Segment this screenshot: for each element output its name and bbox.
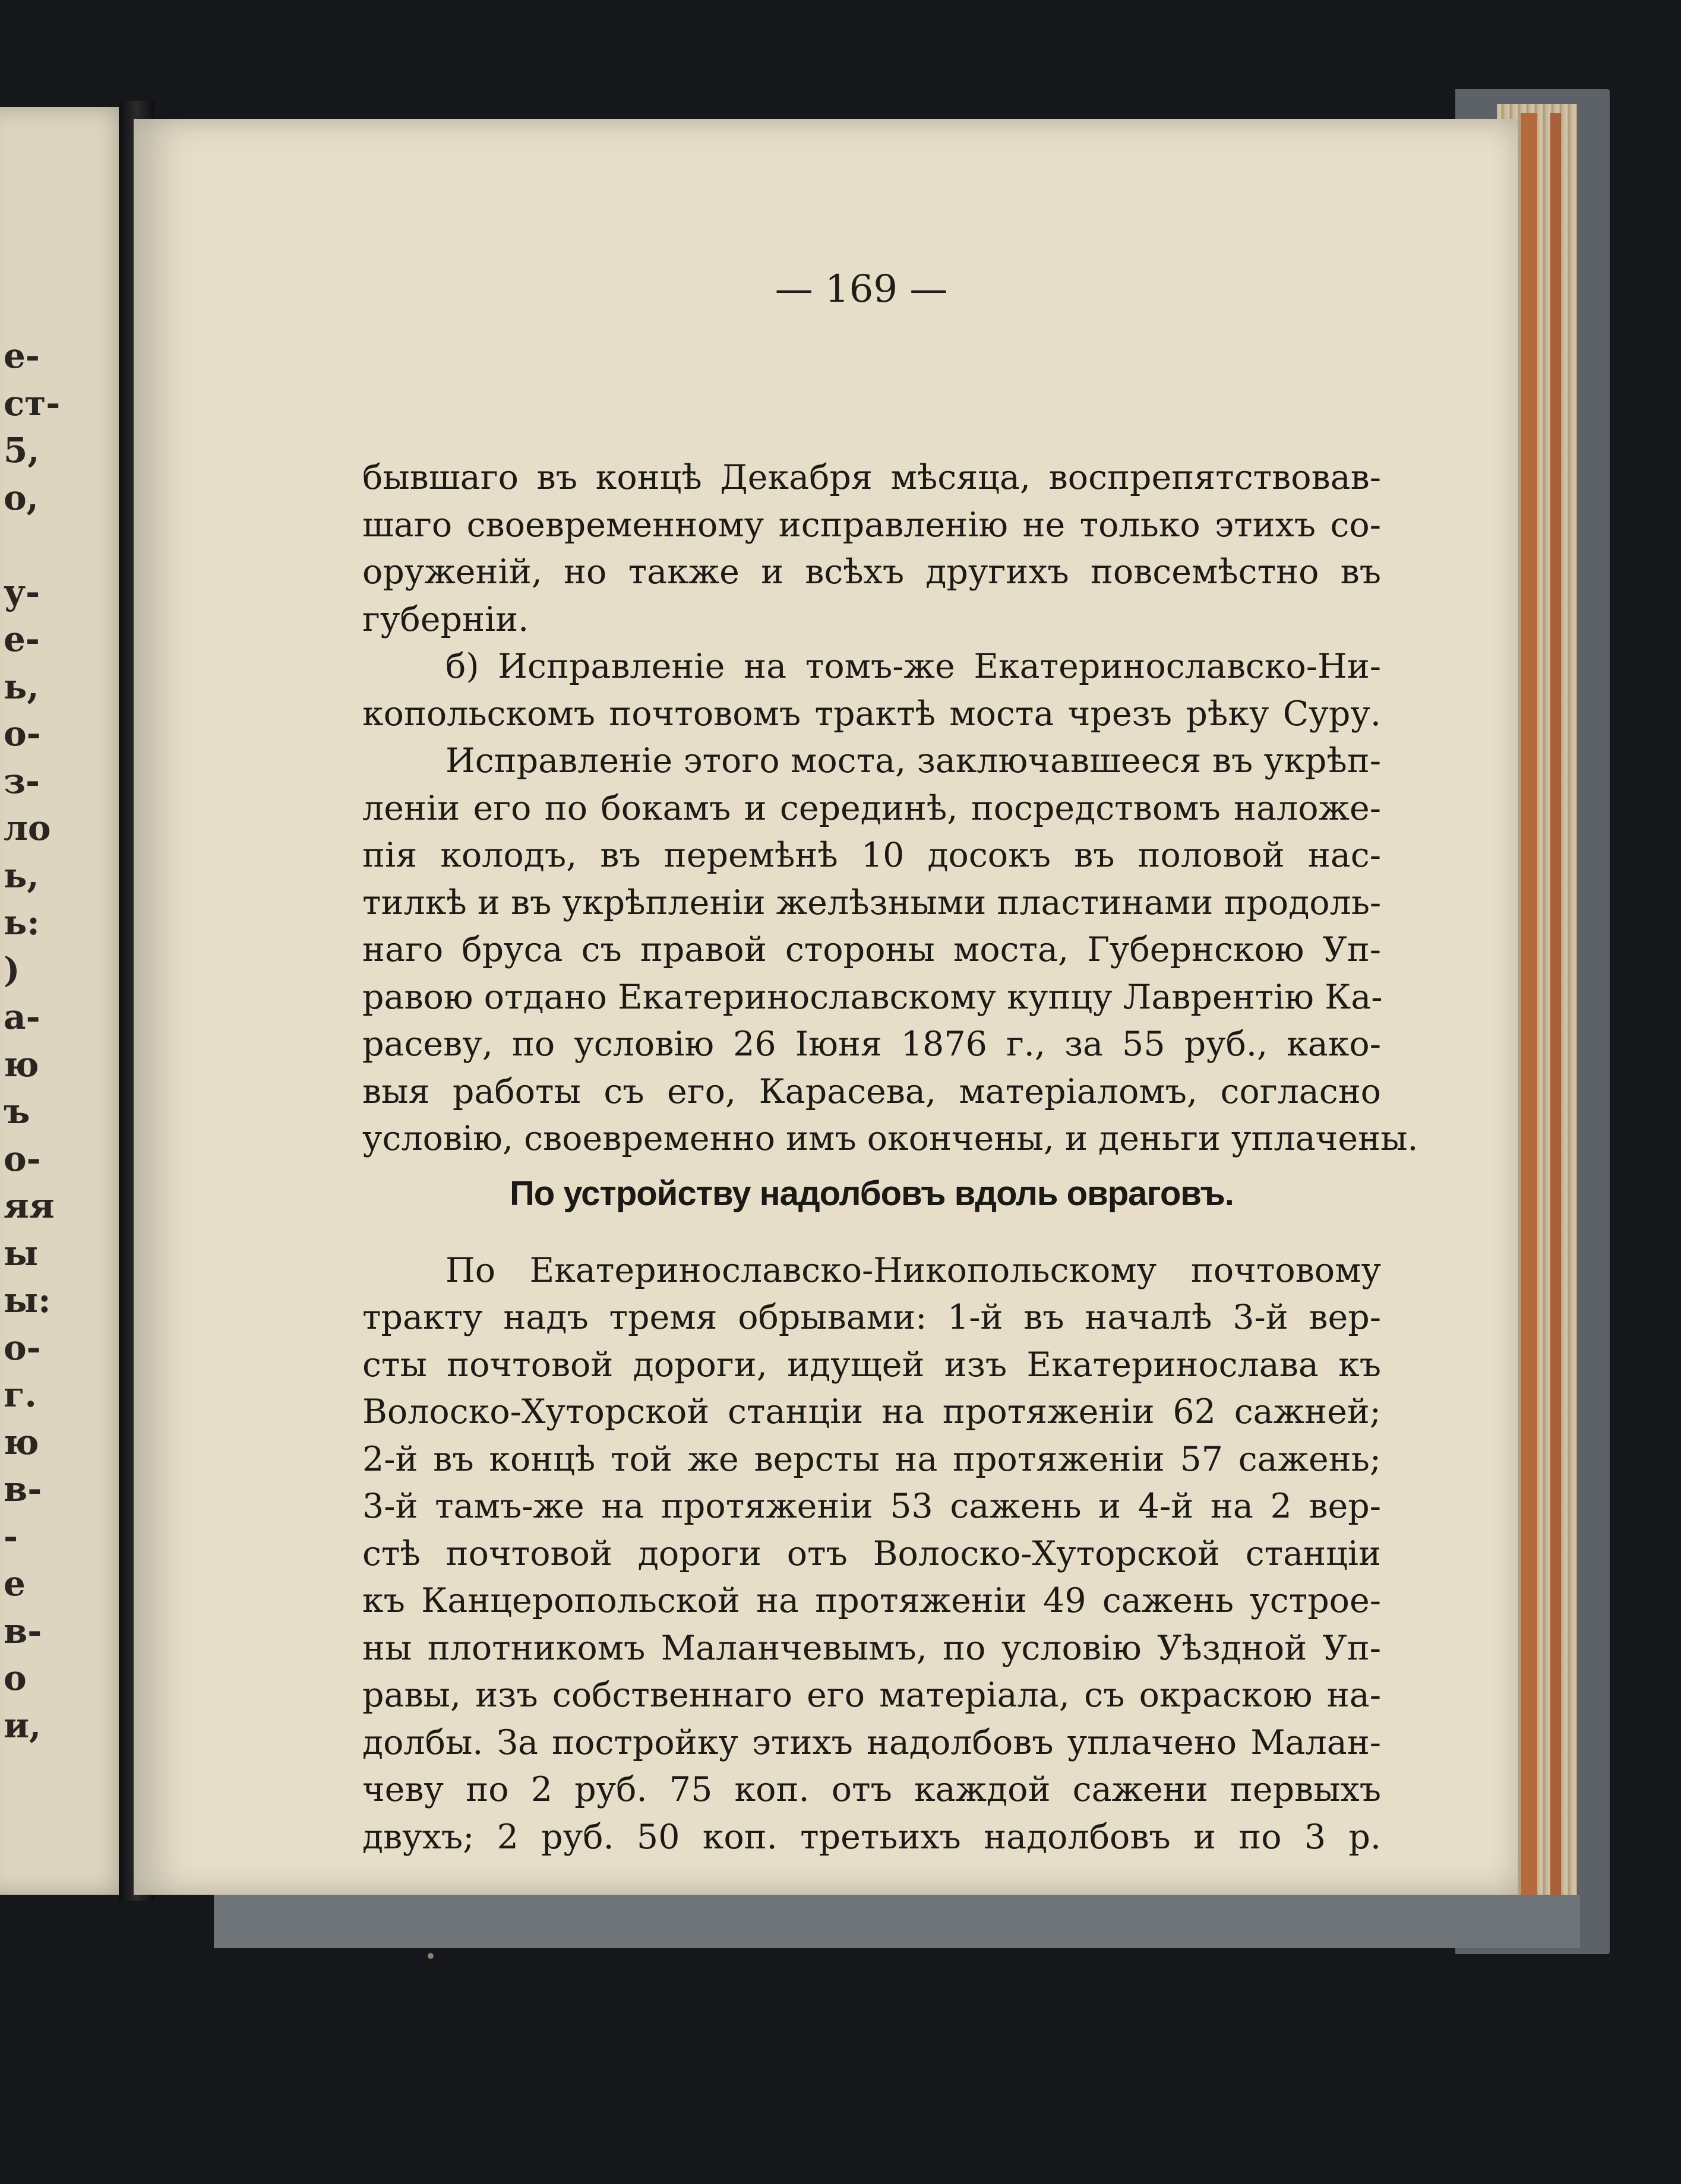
- text-line: 3-й тамъ-же на протяженіи 53 сажень и 4-й на 2 вер-: [362, 1487, 1381, 1526]
- left-line: о-: [4, 1138, 41, 1179]
- section-heading: По устройству надолбовъ вдоль овраговъ.: [510, 1174, 1234, 1213]
- text-line: выя работы съ его, Карасева, матеріаломъ, согласно: [362, 1072, 1381, 1111]
- text-line: долбы. За постройку этихъ надолбовъ уплачено Малан-: [362, 1722, 1381, 1762]
- left-line: о: [4, 1658, 27, 1698]
- text-line: равы, изъ собственнаго его матеріала, съ окраскою на-: [362, 1676, 1381, 1715]
- left-line: и,: [4, 1705, 42, 1746]
- previous-page-line-endings: [4, 333, 122, 1749]
- section-title-line: б) Исправленіе на томъ-же Екатеринославско-Ни-: [445, 647, 1381, 686]
- text-line: леніи его по бокамъ и серединѣ, посредствомъ наложе-: [362, 788, 1381, 828]
- left-line: о-: [4, 1327, 41, 1368]
- text-line: условію, своевременно имъ окончены, и деньги уплачены.: [362, 1119, 1418, 1158]
- left-line: в-: [4, 1610, 42, 1651]
- spacer: [362, 1225, 1381, 1247]
- text-line: равою отдано Екатеринославскому купцу Лаврентію Ка-: [362, 977, 1383, 1017]
- left-line: ю: [4, 1044, 39, 1085]
- page-number: — 169 —: [775, 267, 948, 311]
- text-line: тилкѣ и въ укрѣпленіи желѣзными пластинами продоль-: [362, 883, 1382, 922]
- left-line: 5,: [4, 430, 40, 470]
- text-line: чеву по 2 руб. 75 коп. отъ каждой сажени первыхъ: [362, 1770, 1381, 1809]
- section-title-line: копольскомъ почтовомъ трактѣ моста чрезъ рѣку Суру.: [362, 694, 1381, 734]
- left-line: ю: [4, 1421, 39, 1462]
- page-edge-stripe: [1521, 113, 1537, 1918]
- left-line: ы: [4, 1232, 39, 1273]
- text-line: къ Канцеропольской на протяженіи 49 сажень устрое-: [362, 1581, 1381, 1620]
- left-line: ст-: [4, 383, 61, 423]
- text-line: расеву, по условію 26 Іюня 1876 г., за 55 руб., како-: [362, 1025, 1381, 1064]
- left-line: ь,: [4, 666, 39, 707]
- left-line: у-: [4, 571, 40, 612]
- left-line: о-: [4, 713, 41, 754]
- text-line: двухъ; 2 руб. 50 коп. третьихъ надолбовъ и по 3 р.: [362, 1817, 1381, 1857]
- text-line: стѣ почтовой дороги отъ Волоско-Хуторской станціи: [362, 1534, 1381, 1573]
- book-page: [134, 119, 1518, 1895]
- left-line: ло: [4, 808, 51, 848]
- text-line: ны плотникомъ Маланчевымъ, по условію Уѣздной Уп-: [362, 1628, 1381, 1668]
- left-line: -: [4, 1516, 18, 1557]
- left-line: ь,: [4, 855, 39, 896]
- left-line: в-: [4, 1469, 42, 1509]
- text-line: пія колодъ, въ перемѣнѣ 10 досокъ въ половой нас-: [362, 836, 1381, 875]
- left-line: ы:: [4, 1280, 51, 1320]
- text-line: Волоско-Хуторской станціи на протяженіи 62 сажней;: [362, 1392, 1381, 1431]
- left-line: яя: [4, 1186, 55, 1226]
- left-line: ъ: [4, 1091, 30, 1131]
- text-line: наго бруса съ правой стороны моста, Губернскою Уп-: [362, 930, 1381, 969]
- left-line: а-: [4, 997, 40, 1037]
- left-line: ь:: [4, 902, 40, 943]
- text-line: шаго своевременному исправленію не только этихъ со-: [362, 505, 1381, 545]
- book-cover-bottom: [214, 1895, 1580, 1948]
- left-line: з-: [4, 760, 40, 801]
- left-line: е-: [4, 619, 40, 659]
- text-line: губерніи.: [362, 599, 529, 639]
- left-line: е: [4, 1563, 26, 1604]
- text-line: оруженій, но также и всѣхъ другихъ повсемѣстно въ: [362, 552, 1381, 592]
- left-line: ): [4, 949, 20, 990]
- left-line: е-: [4, 336, 40, 376]
- text-line: тракту надъ тремя обрывами: 1-й въ началѣ 3-й вер-: [362, 1298, 1381, 1337]
- left-line: о,: [4, 477, 39, 518]
- text-line: Исправленіе этого моста, заключавшееся въ укрѣп-: [445, 741, 1381, 780]
- ink-speck: [428, 1953, 434, 1959]
- left-line: г.: [4, 1374, 37, 1415]
- previous-page-fragment: [0, 107, 137, 1895]
- page-body: [362, 454, 1418, 1861]
- page-edge-stripe: [1550, 113, 1561, 1913]
- text-line: сты почтовой дороги, идущей изъ Екатеринослава къ: [362, 1345, 1381, 1385]
- text-line: 2-й въ концѣ той же версты на протяженіи 57 сажень;: [362, 1439, 1381, 1479]
- text-line: По Екатеринославско-Никопольскому почтовому: [445, 1250, 1381, 1290]
- text-line: бывшаго въ концѣ Декабря мѣсяца, воспрепятствовав-: [362, 458, 1381, 497]
- left-line: [4, 521, 122, 569]
